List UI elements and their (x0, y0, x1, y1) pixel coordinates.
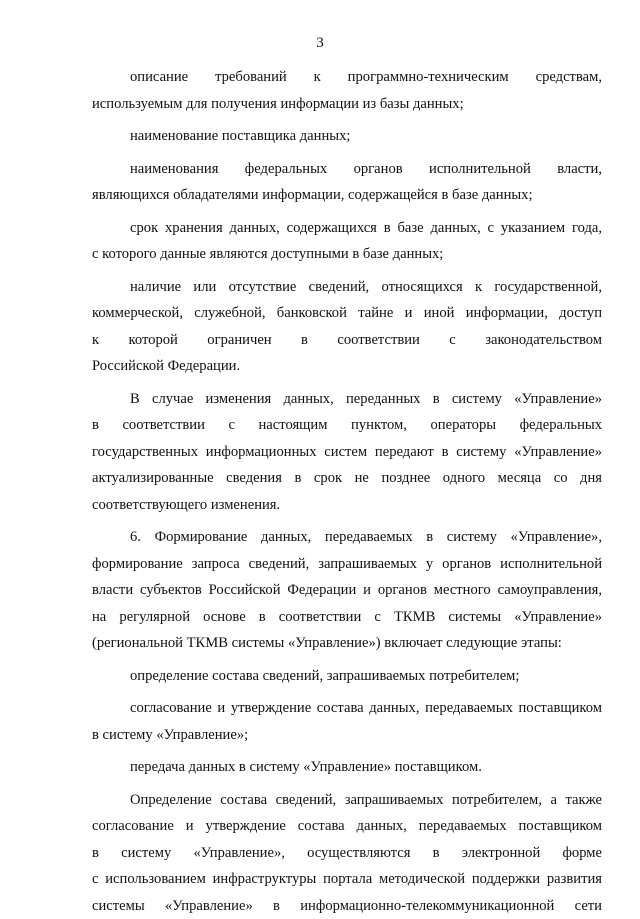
text-line: в систему «Управление»; (92, 722, 602, 749)
text-line: Российской Федерации. (92, 353, 602, 380)
text-line: системы «Управление» в информационно-телекоммуникационной сети (92, 893, 602, 919)
text-line: наименования федеральных органов исполнительной власти, (92, 156, 602, 183)
text-line: определение состава сведений, запрашиваемых потребителем; (92, 663, 602, 690)
text-line: Определение состава сведений, запрашиваемых потребителем, а также (92, 787, 602, 814)
text-line: государственных информационных систем передают в систему «Управление» (92, 439, 602, 466)
text-line: описание требований к программно-техническим средствам, (92, 64, 602, 91)
text-line: коммерческой, служебной, банковской тайне и иной информации, доступ (92, 300, 602, 327)
paragraph (92, 754, 602, 781)
text-line: с которого данные являются доступными в базе данных; (92, 241, 602, 268)
text-line: согласование и утверждение состава данных, передаваемых поставщиком (92, 695, 602, 722)
text-line: в систему «Управление», осуществляются в электронной форме (92, 840, 602, 867)
paragraph (92, 695, 602, 748)
text-line: актуализированные сведения в срок не позднее одного месяца со дня (92, 465, 602, 492)
text-line: наименование поставщика данных; (92, 123, 602, 150)
text-line: наличие или отсутствие сведений, относящихся к государственной, (92, 274, 602, 301)
page-number: 3 (0, 34, 640, 52)
paragraph (92, 524, 602, 657)
text-line: в соответствии с настоящим пунктом, операторы федеральных (92, 412, 602, 439)
text-line: срок хранения данных, содержащихся в базе данных, с указанием года, (92, 215, 602, 242)
text-line: 6. Формирование данных, передаваемых в систему «Управление», (92, 524, 602, 551)
paragraph (92, 123, 602, 150)
text-line: формирование запроса сведений, запрашиваемых у органов исполнительной (92, 551, 602, 578)
paragraph (92, 663, 602, 690)
text-line: используемым для получения информации из базы данных; (92, 91, 602, 118)
text-line: передача данных в систему «Управление» поставщиком. (92, 754, 602, 781)
paragraph (92, 156, 602, 209)
paragraph (92, 787, 602, 919)
paragraph (92, 64, 602, 117)
text-line: соответствующего изменения. (92, 492, 602, 519)
text-line: В случае изменения данных, переданных в систему «Управление» (92, 386, 602, 413)
paragraph (92, 215, 602, 268)
text-line: (региональной ТКМВ системы «Управление») включает следующие этапы: (92, 630, 602, 657)
text-line: власти субъектов Российской Федерации и органов местного самоуправления, (92, 577, 602, 604)
text-line: согласование и утверждение состава данных, передаваемых поставщиком (92, 813, 602, 840)
text-line: являющихся обладателями информации, содержащейся в базе данных; (92, 182, 602, 209)
document-body (92, 64, 602, 919)
paragraph (92, 386, 602, 519)
text-line: на регулярной основе в соответствии с ТКМВ системы «Управление» (92, 604, 602, 631)
paragraph (92, 274, 602, 380)
text-line: к которой ограничен в соответствии с законодательством (92, 327, 602, 354)
text-line: с использованием инфраструктуры портала методической поддержки развития (92, 866, 602, 893)
